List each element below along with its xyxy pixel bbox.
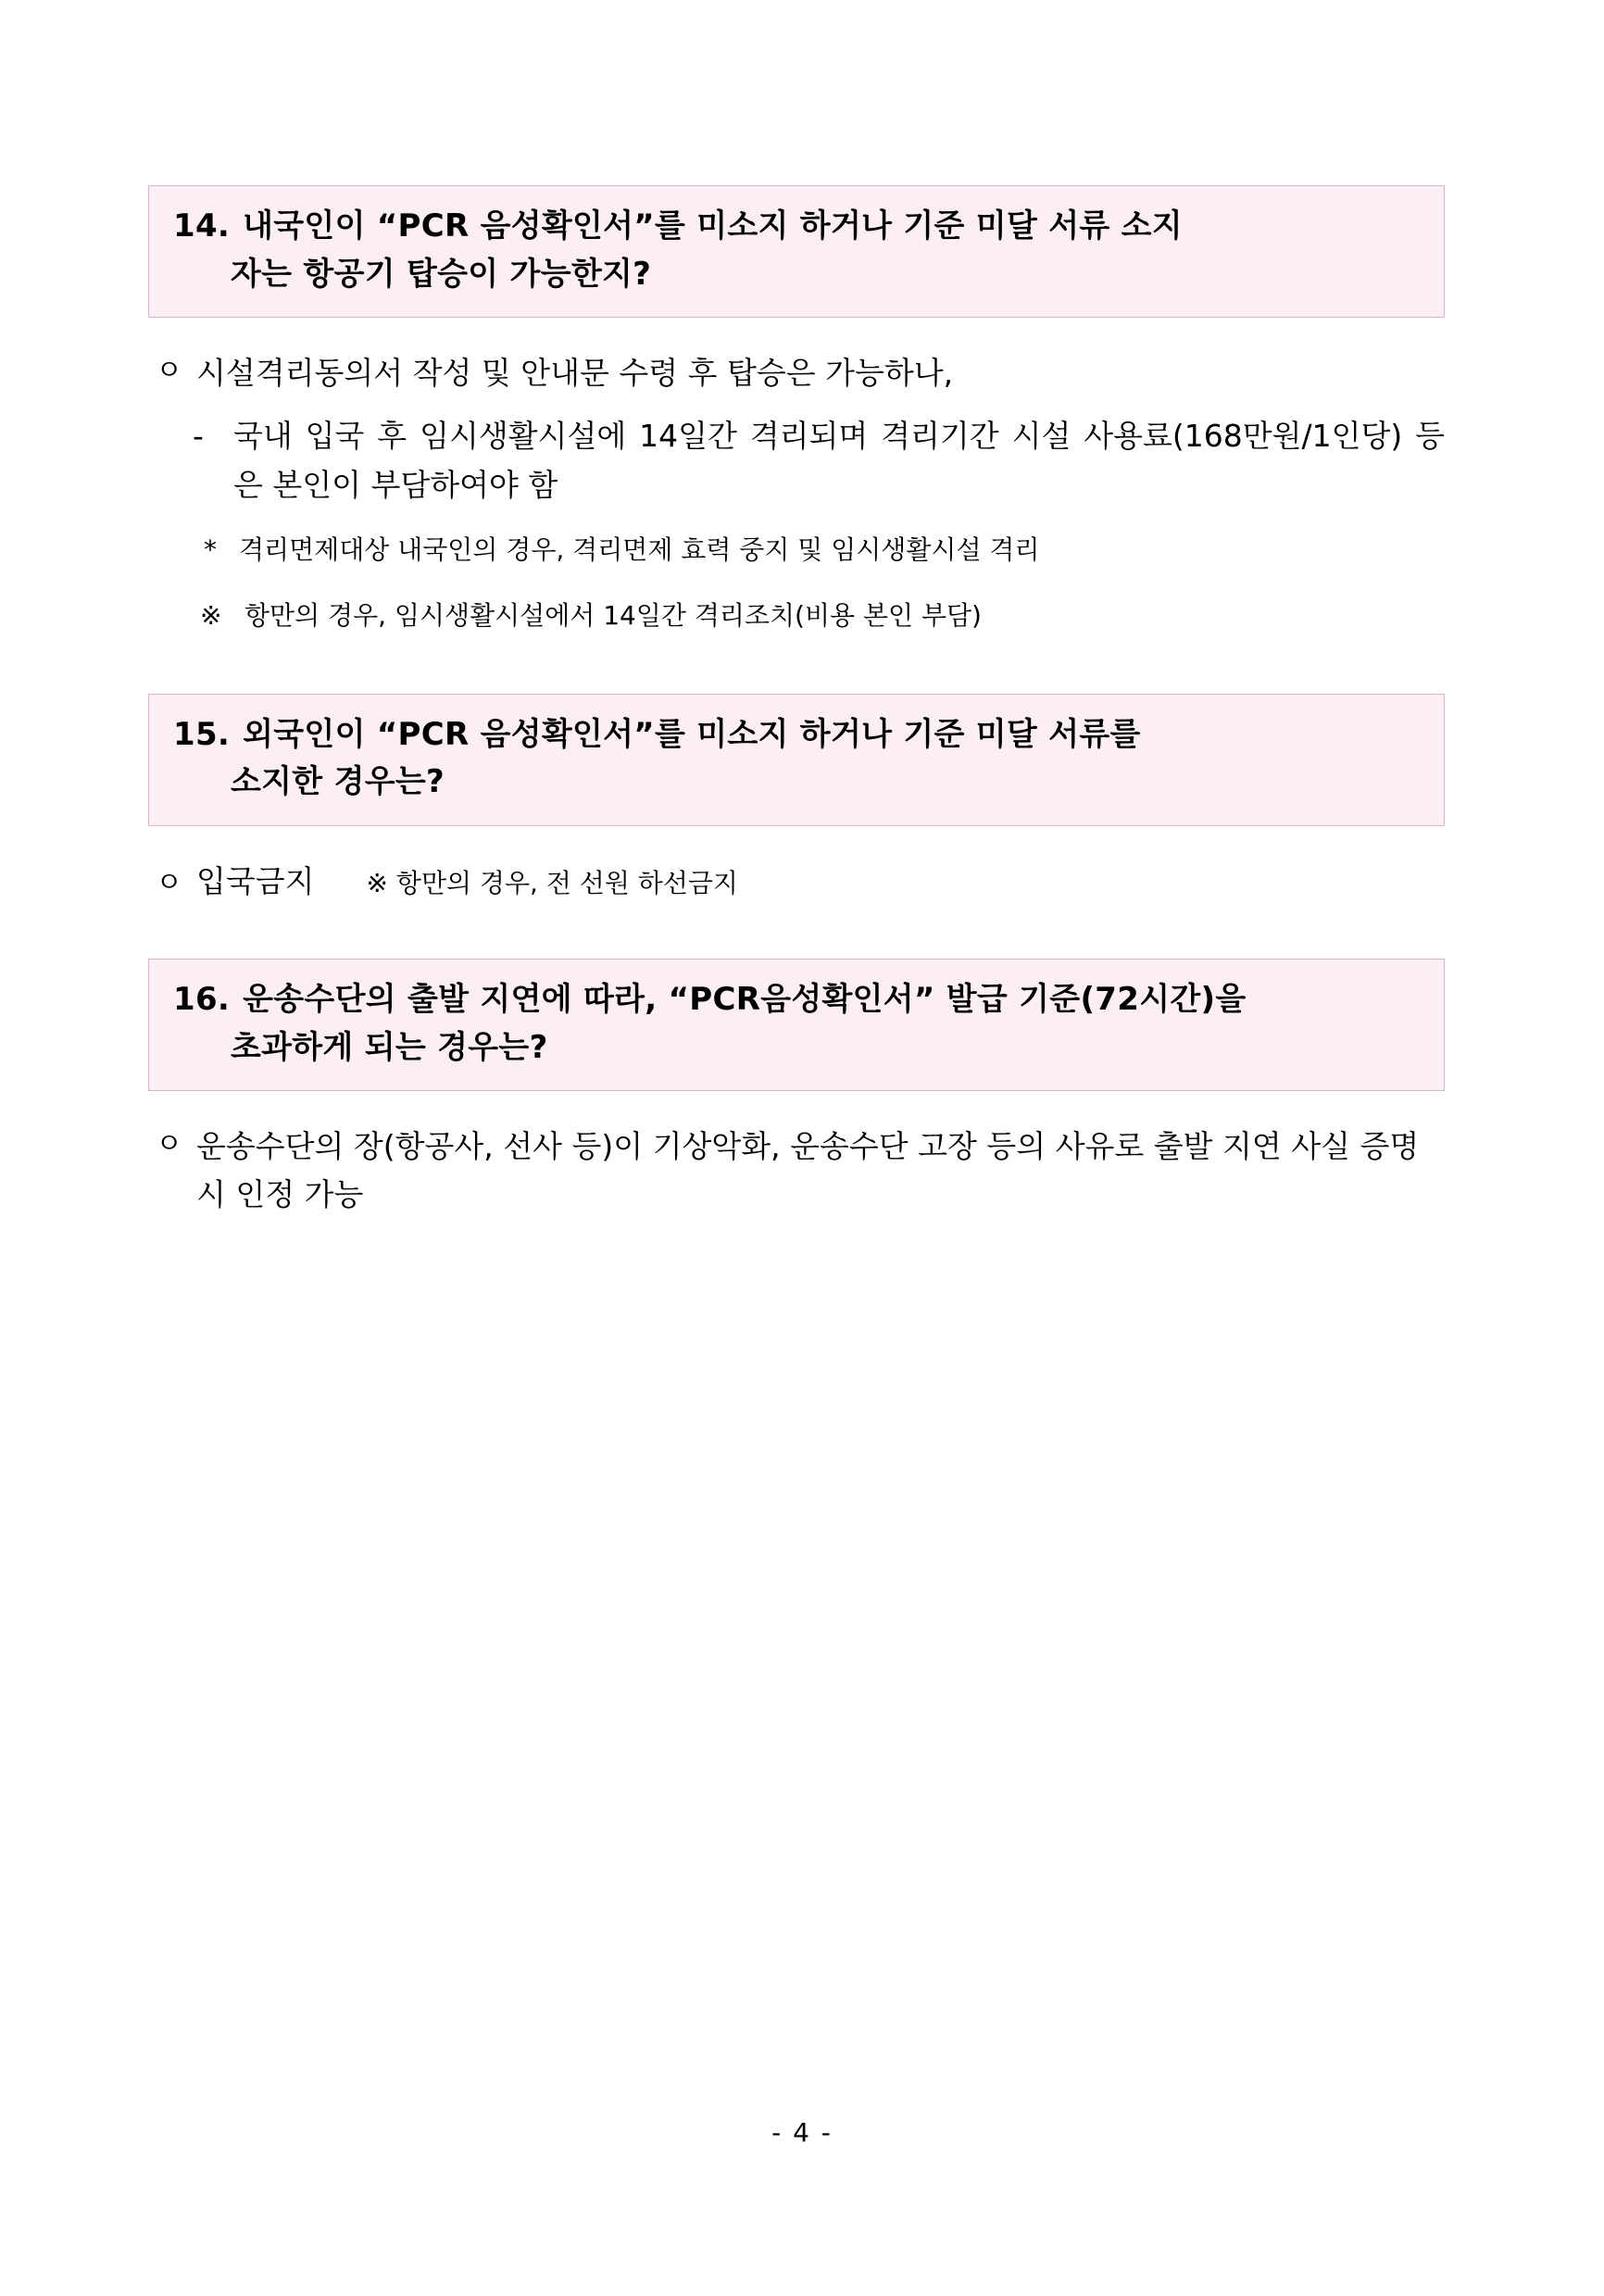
answer-14-bullet-2 <box>148 412 1445 508</box>
answer-14-bullet-1-text: 시설격리동의서 작성 및 안내문 수령 후 탑승은 가능하나, <box>196 355 954 392</box>
answer-15-note-text: 항만의 경우, 전 선원 하선금지 <box>395 867 738 898</box>
answer-14-bullet-1 <box>148 349 1445 397</box>
question-15-line-1 <box>173 711 1420 759</box>
answer-14-bullet-3-text: 격리면제대상 내국인의 경우, 격리면제 효력 중지 및 임시생활시설 격리 <box>239 533 1040 565</box>
question-box-14 <box>148 185 1445 318</box>
question-14-text-line-1: 내국인이 “PCR 음성확인서”를 미소지 하거나 기준 미달 서류 소지 <box>243 207 1183 245</box>
reference-mark-icon: ※ <box>366 867 388 898</box>
answer-15-bullet-1-text: 입국금지 <box>196 862 315 899</box>
question-15-line-2 <box>173 759 1420 807</box>
question-16-line-2 <box>173 1024 1420 1073</box>
question-box-16 <box>148 959 1445 1091</box>
answer-15-note <box>367 863 738 900</box>
reference-mark-icon: ※ <box>200 600 222 632</box>
question-15-number: 15. <box>173 715 231 753</box>
answer-block-14 <box>148 349 1445 635</box>
question-16-number: 16. <box>173 980 231 1018</box>
answer-16-bullet-1 <box>148 1123 1445 1219</box>
answer-14-note-text: 항만의 경우, 임시생활시설에서 14일간 격리조치(비용 본인 부담) <box>244 600 982 632</box>
answer-14-bullet-3 <box>148 530 1445 570</box>
bullet-circle-marker: ㅇ <box>156 355 182 388</box>
spacer <box>148 636 1445 694</box>
spacer <box>148 901 1445 959</box>
question-16-text-line-1: 운송수단의 출발 지연에 따라, “PCR음성확인서” 발급 기준(72시간)을 <box>243 980 1247 1018</box>
question-14-number: 14. <box>173 207 231 245</box>
question-14-text-line-2: 자는 항공기 탑승이 가능한지? <box>231 255 652 293</box>
answer-block-15 <box>148 858 1445 901</box>
question-15-text-line-2: 소지한 경우는? <box>231 763 445 801</box>
page-number: - 4 - <box>771 2117 833 2148</box>
answer-15-bullet-1 <box>148 858 1445 901</box>
question-16-line-1 <box>173 976 1420 1024</box>
answer-14-bullet-2-text: 국내 입국 후 임시생활시설에 14일간 격리되며 격리기간 시설 사용료(168만원/1인당) 등은 본인이 부담하여야 함 <box>233 418 1445 503</box>
question-15-text-line-1: 외국인이 “PCR 음성확인서”를 미소지 하거나 기준 미달 서류를 <box>243 715 1141 753</box>
bullet-circle-marker: ㅇ <box>156 866 182 899</box>
bullet-dash-marker: - <box>193 418 204 455</box>
document-content <box>148 185 1445 1219</box>
answer-block-16 <box>148 1123 1445 1219</box>
answer-16-bullet-1-text: 운송수단의 장(항공사, 선사 등)이 기상악화, 운송수단 고장 등의 사유로 출발 지연 사실 증명 시 인정 가능 <box>196 1128 1420 1213</box>
question-14-line-2 <box>173 251 1420 299</box>
answer-14-note <box>148 596 1445 635</box>
question-box-15 <box>148 694 1445 826</box>
question-16-text-line-2: 초과하게 되는 경우는? <box>231 1028 548 1066</box>
bullet-asterisk-marker: * <box>204 533 217 565</box>
question-14-line-1 <box>173 203 1420 251</box>
bullet-circle-marker: ㅇ <box>156 1128 182 1161</box>
